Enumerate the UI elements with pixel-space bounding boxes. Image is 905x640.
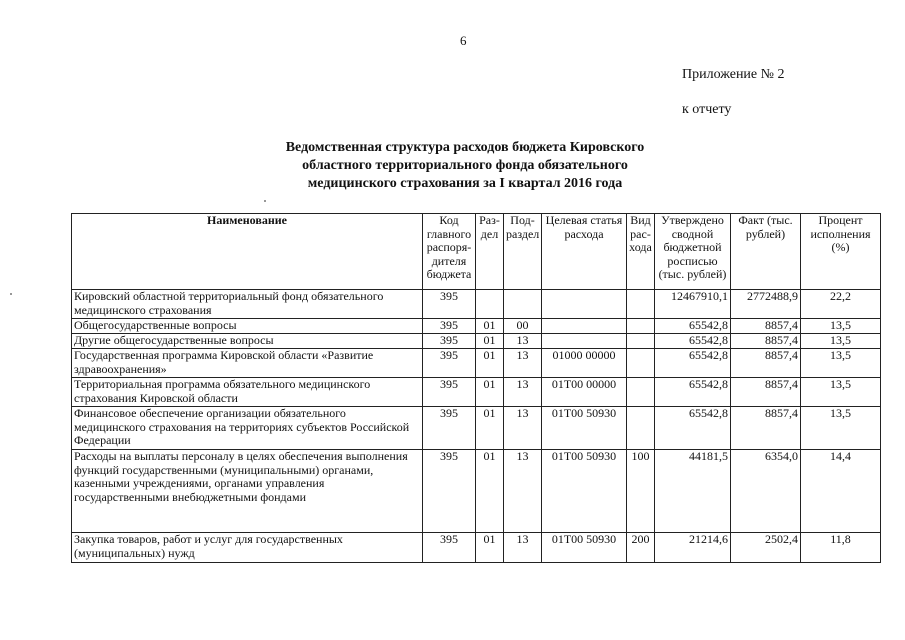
- cell-fact: 8857,4: [731, 407, 801, 450]
- cell-approved: 65542,8: [655, 378, 731, 407]
- scan-speck: [10, 293, 12, 295]
- cell-name: Кировский областной территориальный фонд обязательного медицинского страхования: [72, 290, 423, 319]
- cell-percent: 11,8: [801, 533, 881, 563]
- cell-section: 01: [476, 378, 504, 407]
- cell-target: 01Т00 50930: [542, 533, 627, 563]
- cell-target: [542, 334, 627, 349]
- cell-approved: 65542,8: [655, 349, 731, 378]
- cell-subsection: 13: [504, 378, 542, 407]
- cell-target: 01Т00 50930: [542, 407, 627, 450]
- budget-structure-table: [71, 213, 881, 563]
- cell-subsection: 13: [504, 334, 542, 349]
- table-row: [72, 450, 881, 533]
- cell-target: [542, 319, 627, 334]
- cell-subsection: 13: [504, 349, 542, 378]
- scan-speck: [264, 200, 266, 202]
- cell-expense-type: 100: [627, 450, 655, 533]
- cell-approved: 65542,8: [655, 334, 731, 349]
- header-approved: Утверждено сводной бюджетной росписью (тыс. рублей): [655, 214, 731, 290]
- cell-fact: 8857,4: [731, 349, 801, 378]
- header-fact: Факт (тыс. рублей): [731, 214, 801, 290]
- table-row: [72, 334, 881, 349]
- cell-target: 01000 00000: [542, 349, 627, 378]
- cell-code: 395: [423, 450, 476, 533]
- header-code: Код главного распоря-дителя бюджета: [423, 214, 476, 290]
- table-row: [72, 290, 881, 319]
- header-subsection: Под-раздел: [504, 214, 542, 290]
- cell-code: 395: [423, 319, 476, 334]
- cell-percent: 13,5: [801, 334, 881, 349]
- header-name: Наименование: [72, 214, 423, 290]
- title-line-3: медицинского страхования за I квартал 2016 года: [307, 176, 623, 191]
- header-target: Целевая статья расхода: [542, 214, 627, 290]
- appendix-label: Приложение № 2: [682, 67, 785, 82]
- cell-code: 395: [423, 290, 476, 319]
- cell-expense-type: [627, 319, 655, 334]
- cell-name: Финансовое обеспечение организации обязательного медицинского страхования на территориях субъектов Российской Федерации: [72, 407, 423, 450]
- cell-code: 395: [423, 349, 476, 378]
- cell-expense-type: [627, 407, 655, 450]
- cell-section: 01: [476, 533, 504, 563]
- cell-subsection: 13: [504, 533, 542, 563]
- header-section: Раз-дел: [476, 214, 504, 290]
- cell-expense-type: [627, 290, 655, 319]
- cell-fact: 2772488,9: [731, 290, 801, 319]
- cell-percent: 13,5: [801, 349, 881, 378]
- cell-percent: 13,5: [801, 378, 881, 407]
- cell-section: [476, 290, 504, 319]
- page-number: 6: [460, 33, 467, 48]
- table-row: [72, 378, 881, 407]
- cell-section: 01: [476, 334, 504, 349]
- cell-approved: 21214,6: [655, 533, 731, 563]
- cell-approved: 44181,5: [655, 450, 731, 533]
- cell-code: 395: [423, 378, 476, 407]
- cell-code: 395: [423, 334, 476, 349]
- cell-section: 01: [476, 319, 504, 334]
- cell-percent: 13,5: [801, 407, 881, 450]
- cell-name: Другие общегосударственные вопросы: [72, 334, 423, 349]
- cell-subsection: 00: [504, 319, 542, 334]
- cell-name: Расходы на выплаты персоналу в целях обеспечения выполнения функций государственными (муниципальными) органами, казенными учреждениями, органами управления государственными внебюджетными фондами: [72, 450, 423, 533]
- cell-percent: 14,4: [801, 450, 881, 533]
- cell-expense-type: [627, 334, 655, 349]
- cell-name: Государственная программа Кировской области «Развитие здравоохранения»: [72, 349, 423, 378]
- table-row: [72, 319, 881, 334]
- cell-code: 395: [423, 407, 476, 450]
- header-percent: Процент исполнения (%): [801, 214, 881, 290]
- cell-approved: 12467910,1: [655, 290, 731, 319]
- cell-fact: 2502,4: [731, 533, 801, 563]
- cell-code: 395: [423, 533, 476, 563]
- cell-name: Территориальная программа обязательного медицинского страхования Кировской области: [72, 378, 423, 407]
- cell-fact: 8857,4: [731, 319, 801, 334]
- cell-section: 01: [476, 407, 504, 450]
- cell-fact: 6354,0: [731, 450, 801, 533]
- cell-subsection: [504, 290, 542, 319]
- cell-section: 01: [476, 349, 504, 378]
- cell-percent: 13,5: [801, 319, 881, 334]
- cell-percent: 22,2: [801, 290, 881, 319]
- cell-subsection: 13: [504, 450, 542, 533]
- cell-name: Общегосударственные вопросы: [72, 319, 423, 334]
- table-header-row: [72, 214, 881, 290]
- cell-name: Закупка товаров, работ и услуг для государственных (муниципальных) нужд: [72, 533, 423, 563]
- cell-approved: 65542,8: [655, 319, 731, 334]
- to-report-label: к отчету: [682, 102, 732, 117]
- table-row: [72, 533, 881, 563]
- title-line-2: областного территориального фонда обязательного: [302, 158, 628, 173]
- cell-target: 01Т00 00000: [542, 378, 627, 407]
- cell-approved: 65542,8: [655, 407, 731, 450]
- cell-target: 01Т00 50930: [542, 450, 627, 533]
- cell-expense-type: 200: [627, 533, 655, 563]
- cell-fact: 8857,4: [731, 378, 801, 407]
- document-title: [250, 139, 680, 193]
- cell-target: [542, 290, 627, 319]
- cell-expense-type: [627, 349, 655, 378]
- table-row: [72, 349, 881, 378]
- cell-expense-type: [627, 378, 655, 407]
- header-expense-type: Вид рас-хода: [627, 214, 655, 290]
- title-line-1: Ведомственная структура расходов бюджета Кировского: [285, 140, 645, 155]
- cell-section: 01: [476, 450, 504, 533]
- cell-subsection: 13: [504, 407, 542, 450]
- cell-fact: 8857,4: [731, 334, 801, 349]
- table-row: [72, 407, 881, 450]
